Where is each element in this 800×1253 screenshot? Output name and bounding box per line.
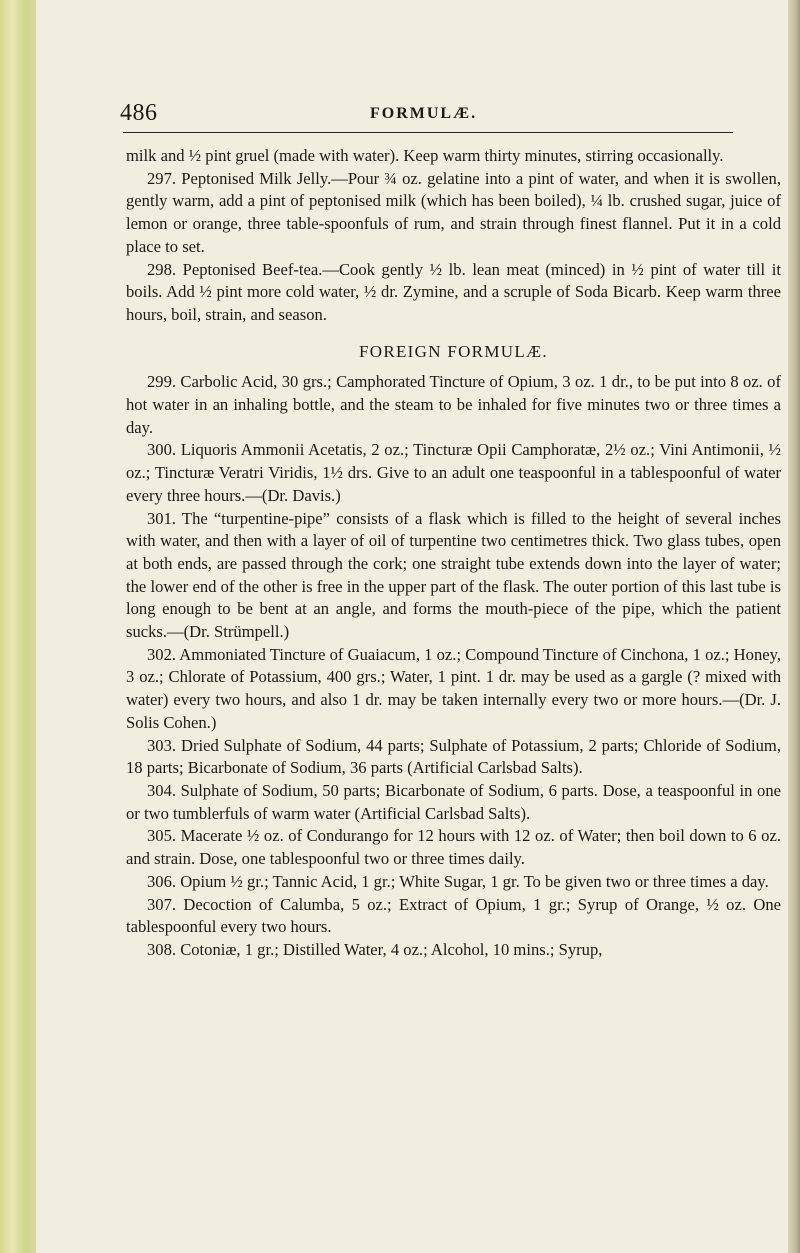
page-content	[126, 145, 781, 962]
formula-297: 297. Peptonised Milk Jelly.—Pour ¾ oz. gelatine into a pint of water, and when it is swollen, gently warm, add a pint of peptonised milk (which has been boiled), ¼ lb. crushed sugar, juice of lemon or orange, three table-spoonfuls of rum, and strain through finest flannel. Put it in a cold place to set.	[126, 168, 781, 256]
section-title: FOREIGN FORMULÆ.	[359, 341, 548, 361]
page-header	[120, 100, 720, 140]
formula-307: 307. Decoction of Calumba, 5 oz.; Extract of Opium, 1 gr.; Syrup of Orange, ½ oz. One tablespoonful every two hours.	[126, 894, 781, 937]
running-head: FORMULÆ.	[370, 105, 478, 122]
paragraph-continued: milk and ½ pint gruel (made with water). Keep warm thirty minutes, stirring occasionally.	[126, 146, 724, 165]
formula-303: 303. Dried Sulphate of Sodium, 44 parts; Sulphate of Potassium, 2 parts; Chloride of Sodium, 18 parts; Bicarbonate of Sodium, 36 parts (Artificial Carlsbad Salts).	[126, 735, 781, 778]
formula-308: 308. Cotoniæ, 1 gr.; Distilled Water, 4 oz.; Alcohol, 10 mins.; Syrup,	[147, 939, 603, 959]
formula-299: 299. Carbolic Acid, 30 grs.; Camphorated Tincture of Opium, 3 oz. 1 dr., to be put into 8 oz. of hot water in an inhaling bottle, and the steam to be inhaled for five minutes two or three times a day.	[126, 372, 781, 437]
book-binding-edge	[0, 0, 37, 1253]
formula-306: 306. Opium ½ gr.; Tannic Acid, 1 gr.; White Sugar, 1 gr. To be given two or three times a day.	[147, 871, 769, 891]
formula-300: 300. Liquoris Ammonii Acetatis, 2 oz.; Tincturæ Opii Camphoratæ, 2½ oz.; Vini Antimonii, ½ oz.; Tincturæ Veratri Viridis, 1½ drs. Give to an adult one teaspoonful in a tablespoonful of water every three hours.—(Dr. Davis.)	[126, 440, 781, 505]
formula-304: 304. Sulphate of Sodium, 50 parts; Bicarbonate of Sodium, 6 parts. Dose, a teaspoonful in one or two tumblerfuls of warm water (Artificial Carlsbad Salts).	[126, 780, 781, 823]
header-rule	[123, 132, 733, 133]
page-edge	[788, 0, 800, 1253]
page-number: 486	[120, 100, 158, 126]
formula-302: 302. Ammoniated Tincture of Guaiacum, 1 oz.; Compound Tincture of Cinchona, 1 oz.; Honey, 3 oz.; Chlorate of Potassium, 400 grs.; Water, 1 pint. 1 dr. may be used as a gargle (? mixed with water) every two hours, and also 1 dr. may be taken internally every two or more hours.—(Dr. J. Solis Cohen.)	[126, 644, 781, 732]
formula-298: 298. Peptonised Beef-tea.—Cook gently ½ lb. lean meat (minced) in ½ pint of water till it boils. Add ½ pint more cold water, ½ dr. Zymine, and a scruple of Soda Bicarb. Keep warm three hours, boil, strain, and season.	[126, 259, 781, 324]
formula-301: 301. The “turpentine-pipe” consists of a flask which is filled to the height of several inches with water, and then with a layer of oil of turpentine two centimetres thick. Two glass tubes, open at both ends, are passed through the cork; one straight tube extends down into the layer of water; the lower end of the other is free in the upper part of the flask. The outer portion of this last tube is long enough to be bent at an angle, and forms the mouth-piece of the pipe, which the patient sucks.—(Dr. Strümpell.)	[126, 508, 781, 642]
formula-305: 305. Macerate ½ oz. of Condurango for 12 hours with 12 oz. of Water; then boil down to 6 oz. and strain. Dose, one tablespoonful two or three times daily.	[126, 826, 781, 869]
